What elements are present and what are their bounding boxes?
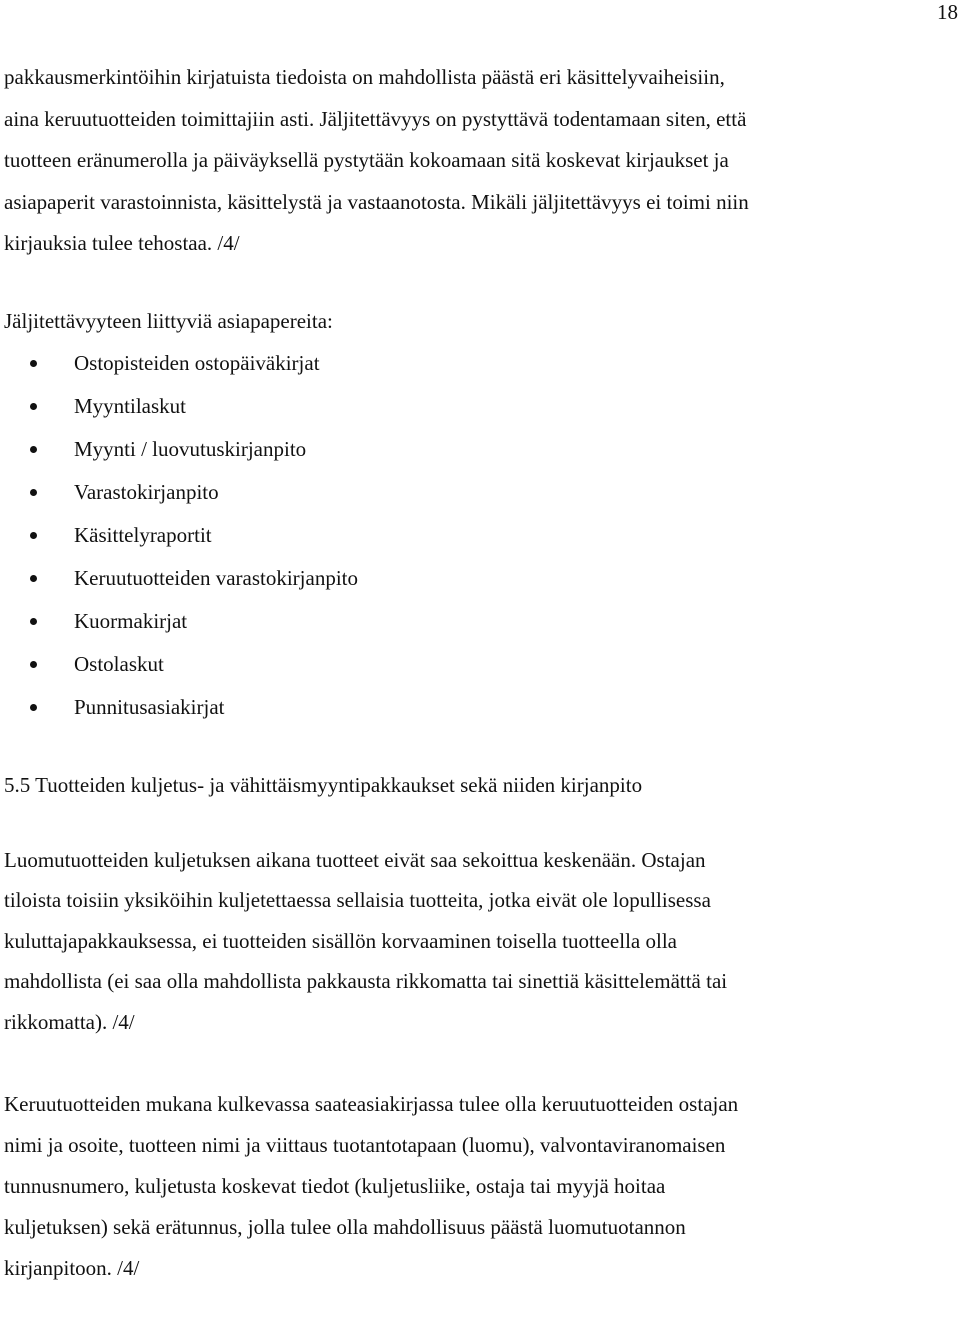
list-item-label: Myyntilaskut <box>74 394 187 418</box>
list-item-label: Ostolaskut <box>74 652 164 676</box>
bullet-icon <box>30 661 37 668</box>
bullet-icon <box>30 446 37 453</box>
list-item <box>4 385 944 428</box>
bullet-icon <box>30 575 37 582</box>
list-item-label: Käsittelyraportit <box>74 523 212 547</box>
text-line: kuljetuksen) sekä erätunnus, jolla tulee olla mahdollisuus päästä luomutuotannon <box>4 1215 686 1239</box>
list-item-label: Kuormakirjat <box>74 609 188 633</box>
list-item-label: Ostopisteiden ostopäiväkirjat <box>74 351 320 375</box>
text-line: rikkomatta). /4/ <box>4 1009 135 1034</box>
text-line: kirjauksia tulee tehostaa. /4/ <box>4 231 240 255</box>
section-paragraph <box>4 1084 944 1289</box>
bullet-icon <box>30 489 37 496</box>
list-item <box>4 514 944 557</box>
text-line: tunnusnumero, kuljetusta koskevat tiedot (kuljetusliike, ostaja tai myyjä hoitaa <box>4 1174 666 1198</box>
list-item <box>4 557 944 600</box>
section-heading: 5.5 Tuotteiden kuljetus- ja vähittäismyyntipakkaukset sekä niiden kirjanpito <box>4 773 643 797</box>
text-line: mahdollista (ei saa olla mahdollista pakkausta rikkomatta tai sinettiä käsittelemättä tai <box>4 969 728 993</box>
bullet-icon <box>30 704 37 711</box>
text-line: kuluttajapakkauksessa, ei tuotteiden sisällön korvaaminen toisella tuotteella olla <box>4 928 677 953</box>
bullet-icon <box>30 360 37 367</box>
text-line: Luomutuotteiden kuljetuksen aikana tuotteet eivät saa sekoittua keskenään. Ostajan <box>4 847 706 872</box>
text-line: Keruutuotteiden mukana kulkevassa saateasiakirjassa tulee olla keruutuotteiden ostajan <box>4 1092 739 1116</box>
bullet-icon <box>30 532 37 539</box>
list-item-label: Varastokirjanpito <box>74 480 219 504</box>
section-paragraph <box>4 840 944 1043</box>
text-line: nimi ja osoite, tuotteen nimi ja viittaus tuotantotapaan (luomu), valvontaviranomaisen <box>4 1133 726 1157</box>
list-item <box>4 600 944 643</box>
text-line: tuotteen eränumerolla ja päiväyksellä pystytään kokoamaan sitä koskevat kirjaukset ja <box>4 148 729 172</box>
list-item <box>4 643 944 686</box>
text-line: tiloista toisiin yksiköihin kuljetettaessa sellaisia tuotteita, jotka eivät ole lopullisessa <box>4 888 711 912</box>
intro-paragraph <box>4 57 944 265</box>
list-item <box>4 686 944 729</box>
document-body <box>4 57 944 1289</box>
text-line: pakkausmerkintöihin kirjatuista tiedoista on mahdollista päästä eri käsittelyvaiheisiin, <box>4 65 725 89</box>
list-item <box>4 342 944 385</box>
list-heading: Jäljitettävyyteen liittyviä asiapapereita: <box>4 308 333 333</box>
document-list <box>4 342 944 729</box>
list-item <box>4 428 944 471</box>
list-item-label: Myynti / luovutuskirjanpito <box>74 437 307 461</box>
text-line: aina keruutuotteiden toimittajiin asti. Jäljitettävyys on pystyttävä todentamaan siten, että <box>4 106 747 131</box>
page-number: 18 <box>937 0 958 24</box>
bullet-icon <box>30 618 37 625</box>
list-item <box>4 471 944 514</box>
bullet-icon <box>30 403 37 410</box>
list-item-label: Keruutuotteiden varastokirjanpito <box>74 566 359 590</box>
text-line: kirjanpitoon. /4/ <box>4 1256 140 1280</box>
list-item-label: Punnitusasiakirjat <box>74 695 225 719</box>
text-line: asiapaperit varastoinnista, käsittelystä ja vastaanotosta. Mikäli jäljitettävyys ei toimi niin <box>4 189 749 214</box>
